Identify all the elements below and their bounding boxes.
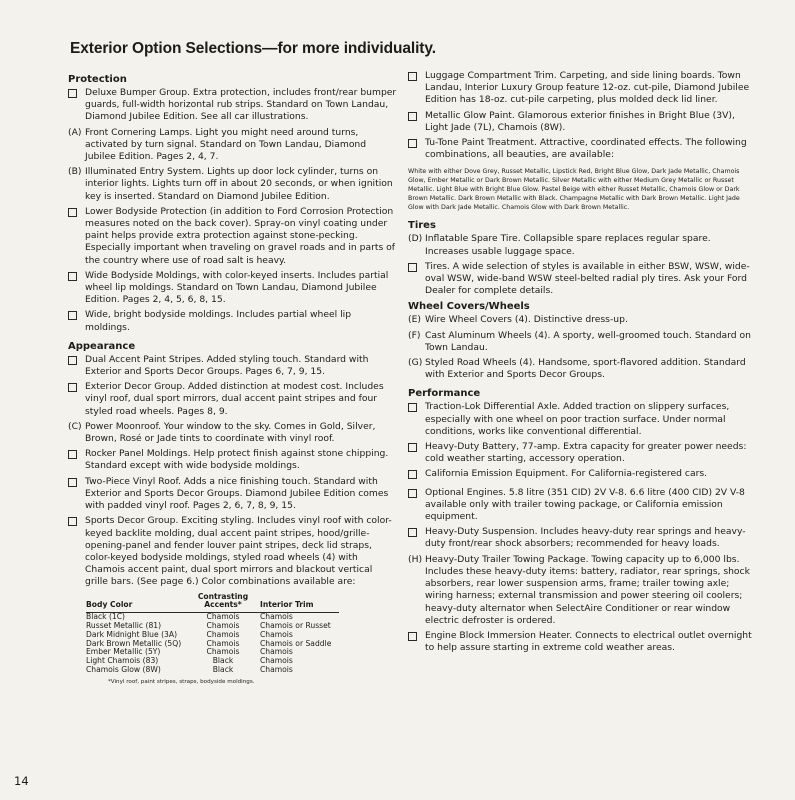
section-heading-protection: Protection (68, 74, 127, 85)
accent-cell: Black (212, 664, 234, 674)
option-text: Dual Accent Paint Stripes. Added styling touch. Standard with Exterior and Sports Decor Groups. Pages 6, 7, 9, 15. (85, 353, 369, 378)
option-item (68, 87, 398, 124)
option-text: Heavy-Duty Battery, 77-amp. Extra capacity for greater power needs: cold weather starting, accessory operation. (425, 441, 747, 465)
option-text: Exterior Decor Group. Added distinction at modest cost. Includes vinyl roof, dual sport mirrors, dual accent paint stripes and four styled road wheels. Pages 8, 9. (85, 381, 384, 417)
accent-cell: Chamois (206, 620, 240, 630)
checkbox-icon (408, 441, 425, 456)
option-item (408, 233, 753, 257)
table-row (86, 666, 339, 675)
option-item (408, 314, 753, 326)
illustration-reference-letter: (G) (408, 357, 423, 369)
accent-cell: Chamois (206, 647, 240, 657)
accent-cell: Black (212, 656, 234, 666)
option-item (68, 476, 398, 513)
right-column (408, 70, 753, 657)
option-text: Engine Block Immersion Heater. Connects to electrical outlet overnight to help assure starting in extreme cold weather areas. (425, 629, 752, 654)
checkbox-icon (68, 309, 85, 324)
section-heading-appearance: Appearance (68, 340, 136, 352)
table-header-accents: Contrasting Accents* (194, 593, 260, 613)
appearance-list (68, 354, 398, 589)
option-text: Wire Wheel Covers (4). Distinctive dress-up. (425, 314, 628, 326)
checkbox-icon (68, 476, 85, 491)
option-item (68, 421, 398, 445)
checkbox-icon (68, 87, 85, 102)
option-item (68, 270, 398, 307)
option-text: Inflatable Spare Tire. Collapsible spare replaces regular spare. Increases usable luggage space. (425, 233, 711, 257)
interior-trim-cell: Chamois (260, 647, 293, 657)
option-text: Wide, bright bodyside moldings. Includes partial wheel lip moldings. (85, 309, 352, 333)
option-text: Luggage Compartment Trim. Carpeting, and side lining boards. Town Landau, Interior Luxury Group feature 12-oz. cut-pile, Diamond Jubilee Edition has 18-oz. cut-pile carpeting, plus molded deck lid liner. (425, 70, 750, 106)
checkbox-icon (68, 381, 85, 396)
body-color-cell: Russet Metallic (81) (86, 620, 162, 630)
accent-cell: Chamois (206, 638, 240, 648)
option-text: Illuminated Entry System. Lights up door lock cylinder, turns on interior lights. Lights turn off in about 20 seconds, or when ignition key is inserted. Standard on Diamond Jubilee Edition. (85, 166, 393, 202)
option-text: Lower Bodyside Protection (in addition to Ford Corrosion Protection measures noted on the back cover). Spray-on vinyl coating under paint helps provide extra protection against stone-pecking. Especially important when traveling on gravel roads and in parts of the country where use of road salt is heavy. (85, 205, 396, 266)
checkbox-icon (408, 487, 425, 502)
illustration-reference-letter: (B) (68, 166, 82, 178)
option-item (408, 110, 753, 134)
checkbox-icon (408, 401, 425, 416)
option-text: Heavy-Duty Trailer Towing Package. Towing capacity up to 6,000 lbs. Includes these heavy-duty items: battery, radiator, rear springs, shock absorbers, rear lower suspension arms, frame; trailer towing axle; wiring harness; external transmission and power steering oil coolers; heavy-duty alternator when SelectAire Conditioner or rear window electric defroster is ordered. (425, 553, 750, 626)
option-text: Deluxe Bumper Group. Extra protection, includes front/rear bumper guards, full-width horizontal rub strips. Standard on Town Landau, Diamond Jubilee Edition. See all car illustrations. (85, 87, 397, 123)
interior-trim-cell: Chamois (260, 629, 293, 639)
option-text: Heavy-Duty Suspension. Includes heavy-duty rear springs and heavy-duty front/rear shock absorbers; recommended for heavy loads. (425, 526, 746, 550)
checkbox-icon (408, 526, 425, 541)
protection-list (68, 87, 398, 334)
interior-trim-cell: Chamois or Russet (260, 620, 331, 630)
tutone-combinations-note: White with either Dove Grey, Russet Metallic, Lipstick Red, Bright Blue Glow, Dark Jade Metallic, Chamois Glow, Ember Metallic or Dark Brown Metallic. Silver Metallic with either Medium Grey Metallic or Russet Metallic. Light Blue with Bright Blue Glow. Pastel Beige with either Russet Metallic, Chamois Glow or Dark Brown Metallic. Dark Brown Metallic with Black. Champagne Metallic with Dark Brown Metallic. Light Jade Glow with Dark Jade Metallic. Chamois Glow with Dark Brown Metallic. (408, 168, 740, 212)
tires-list (408, 233, 753, 297)
option-item (408, 554, 753, 627)
body-color-cell: Light Chamois (83) (86, 656, 159, 666)
option-text: California Emission Equipment. For California-registered cars. (425, 468, 708, 480)
body-color-cell: Chamois Glow (8W) (86, 664, 161, 674)
illustration-reference-letter: (H) (408, 553, 423, 565)
checkbox-icon (408, 261, 425, 276)
option-text: Styled Road Wheels (4). Handsome, sport-flavored addition. Standard with Exterior and Sports Decor Groups. (425, 357, 746, 381)
option-item (408, 70, 753, 107)
option-text: Two-Piece Vinyl Roof. Adds a nice finishing touch. Standard with Exterior and Sports Decor Groups. Diamond Jubilee Edition comes with padded vinyl roof. Pages 2, 6, 7, 8, 9, 15. (85, 475, 389, 512)
checkbox-icon (68, 206, 85, 221)
option-item (68, 448, 398, 472)
interior-trim-cell: Chamois (260, 656, 293, 666)
body-color-cell: Dark Brown Metallic (5Q) (86, 638, 182, 648)
option-text: Wide Bodyside Moldings, with color-keyed inserts. Includes partial wheel lip moldings. Standard on Town Landau, Diamond Jubilee Edition. Pages 2, 4, 5, 6, 8, 15. (85, 269, 389, 306)
option-item (408, 401, 753, 438)
option-item (68, 515, 398, 588)
option-item (68, 206, 398, 267)
checkbox-icon (68, 515, 85, 530)
checkbox-icon (68, 448, 85, 463)
checkbox-icon (408, 137, 425, 152)
option-text: Sports Decor Group. Exciting styling. Includes vinyl roof with color-keyed backlite molding, dual accent paint stripes, hood/grille-opening-panel and fender louver paint stripes, deck lid straps, color-keyed bodyside moldings, styled road wheels (4) with Chamois accent paint, dual sport mirrors and blackout vertical grille bars. (See page 6.) Color combinations available are: (85, 515, 392, 588)
body-color-cell: Dark Midnight Blue (3A) (86, 629, 178, 639)
checkbox-icon (408, 70, 425, 85)
table-footnote: *Vinyl roof, paint stripes, straps, bodyside moldings. (108, 678, 255, 685)
option-text: Tu-Tone Paint Treatment. Attractive, coordinated effects. The following combinations, all beauties, are available: (425, 137, 747, 161)
option-item (408, 468, 753, 483)
option-item (408, 526, 753, 550)
illustration-reference-letter: (C) (68, 420, 82, 432)
page-number: 14 (14, 774, 29, 788)
option-item (408, 261, 753, 298)
left-column (68, 70, 398, 685)
checkbox-icon (68, 270, 85, 285)
body-color-cell: Black (1C) (86, 612, 126, 622)
interior-trim-cell: Chamois (260, 612, 293, 622)
option-text: Power Moonroof. Your window to the sky. Comes in Gold, Silver, Brown, Rosé or Jade tints to coordinate with vinyl roof. (85, 420, 376, 445)
section-heading-tires: Tires (408, 220, 436, 232)
table-header-interior-trim: Interior Trim (260, 593, 339, 613)
accent-cell: Chamois (206, 612, 240, 622)
option-text: Tires. A wide selection of styles is available in either BSW, WSW, wide-oval WSW, wide-band WSW steel-belted radial ply tires. Ask your Ford Dealer for complete details. (425, 260, 750, 297)
option-item (68, 309, 398, 333)
section-heading-performance: Performance (408, 388, 481, 400)
exterior-items-list (408, 70, 753, 161)
option-item (68, 166, 398, 203)
checkbox-icon (68, 354, 85, 369)
interior-trim-cell: Chamois (260, 664, 293, 674)
table-header-body-color: Body Color (86, 593, 194, 613)
option-item (408, 487, 753, 524)
option-text: Front Cornering Lamps. Light you might need around turns, activated by turn signal. Standard on Town Landau, Diamond Jubilee Edition. Pages 2, 4, 7. (85, 126, 367, 163)
option-item (68, 354, 398, 378)
checkbox-icon (408, 630, 425, 645)
option-item (408, 357, 753, 381)
illustration-reference-letter: (D) (408, 233, 423, 245)
body-color-cell: Ember Metallic (5Y) (86, 647, 161, 657)
performance-list (408, 401, 753, 654)
option-item (408, 630, 753, 654)
checkbox-icon (408, 110, 425, 125)
option-item (408, 441, 753, 465)
illustration-reference-letter: (A) (68, 126, 82, 138)
option-text: Metallic Glow Paint. Glamorous exterior finishes in Bright Blue (3V), Light Jade (7L), Chamois (8W). (425, 109, 735, 133)
interior-trim-cell: Chamois or Saddle (260, 638, 332, 648)
option-text: Cast Aluminum Wheels (4). A sporty, well-groomed touch. Standard on Town Landau. (425, 329, 751, 353)
option-text: Traction-Lok Differential Axle. Added traction on slippery surfaces, especially with one wheel on poor traction surface. Under normal conditions, works like conventional differential. (425, 401, 730, 437)
illustration-reference-letter: (F) (408, 329, 421, 341)
wheels-list (408, 314, 753, 381)
accent-cell: Chamois (206, 629, 240, 639)
option-text: Optional Engines. 5.8 litre (351 CID) 2V V-8. 6.6 litre (400 CID) 2V V-8 available only with trailer towing package, or California emission equipment. (425, 486, 745, 523)
option-item (408, 137, 753, 161)
option-text: Rocker Panel Moldings. Help protect finish against stone chipping. Standard except with wide bodyside moldings. (85, 448, 389, 472)
checkbox-icon (408, 468, 425, 483)
page-title: Exterior Option Selections—for more individuality. (70, 40, 436, 57)
illustration-reference-letter: (E) (408, 314, 421, 326)
section-heading-wheels: Wheel Covers/Wheels (408, 301, 530, 313)
option-item (408, 330, 753, 354)
option-item (68, 381, 398, 418)
color-combinations-table (86, 593, 339, 675)
option-item (68, 127, 398, 164)
